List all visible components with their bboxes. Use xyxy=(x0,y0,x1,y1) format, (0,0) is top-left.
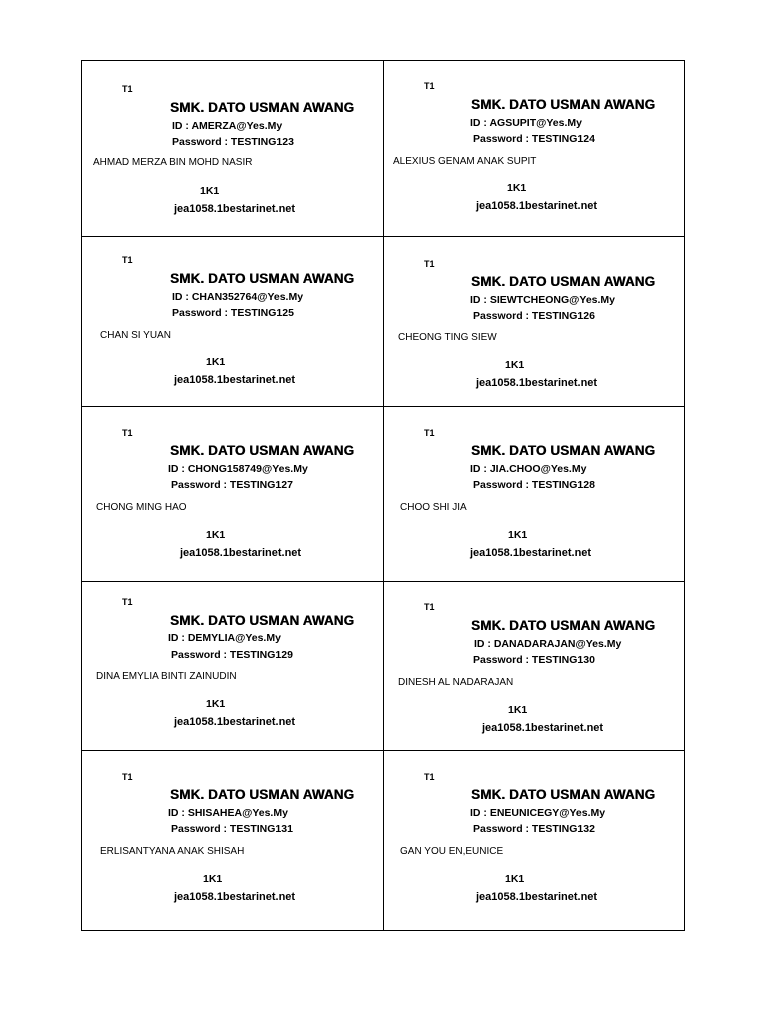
password: Password : TESTING131 xyxy=(171,823,293,835)
user-id: ID : SHISAHEA@Yes.My xyxy=(168,807,288,819)
school-name: SMK. DATO USMAN AWANG xyxy=(170,787,355,802)
school-name: SMK. DATO USMAN AWANG xyxy=(170,443,355,458)
school-name: SMK. DATO USMAN AWANG xyxy=(471,443,656,458)
password: Password : TESTING125 xyxy=(172,307,294,319)
password: Password : TESTING128 xyxy=(473,479,595,491)
login-url: jea1058.1bestarinet.net xyxy=(482,722,604,734)
school-name: SMK. DATO USMAN AWANG xyxy=(471,274,656,289)
password: Password : TESTING129 xyxy=(171,649,293,661)
school-name: SMK. DATO USMAN AWANG xyxy=(170,271,355,286)
login-url: jea1058.1bestarinet.net xyxy=(174,374,296,386)
school-name: SMK. DATO USMAN AWANG xyxy=(170,613,355,628)
term-label: T1 xyxy=(122,84,133,94)
login-card xyxy=(82,237,383,406)
user-id: ID : CHAN352764@Yes.My xyxy=(172,291,304,303)
class-label: 1K1 xyxy=(507,182,527,194)
class-label: 1K1 xyxy=(206,529,226,541)
login-card xyxy=(82,61,383,236)
student-name: CHAN SI YUAN xyxy=(100,330,171,341)
login-card xyxy=(384,237,685,406)
user-id: ID : CHONG158749@Yes.My xyxy=(168,463,308,475)
password: Password : TESTING123 xyxy=(172,136,294,148)
student-name: CHOO SHI JIA xyxy=(400,502,467,513)
class-label: 1K1 xyxy=(505,873,525,885)
login-url: jea1058.1bestarinet.net xyxy=(174,891,296,903)
password: Password : TESTING130 xyxy=(473,654,595,666)
school-name: SMK. DATO USMAN AWANG xyxy=(471,97,656,112)
term-label: T1 xyxy=(122,428,133,438)
term-label: T1 xyxy=(424,772,435,782)
password: Password : TESTING127 xyxy=(171,479,293,491)
term-label: T1 xyxy=(424,428,435,438)
login-url: jea1058.1bestarinet.net xyxy=(180,547,302,559)
login-url: jea1058.1bestarinet.net xyxy=(470,547,592,559)
login-url: jea1058.1bestarinet.net xyxy=(174,716,296,728)
school-name: SMK. DATO USMAN AWANG xyxy=(170,100,355,115)
school-name: SMK. DATO USMAN AWANG xyxy=(471,787,656,802)
class-label: 1K1 xyxy=(200,185,220,197)
term-label: T1 xyxy=(424,259,435,269)
login-card xyxy=(82,751,383,931)
student-name: ERLISANTYANA ANAK SHISAH xyxy=(100,846,245,857)
student-name: DINESH AL NADARAJAN xyxy=(398,677,514,688)
login-url: jea1058.1bestarinet.net xyxy=(476,891,598,903)
school-name: SMK. DATO USMAN AWANG xyxy=(471,618,656,633)
user-id: ID : DEMYLIA@Yes.My xyxy=(168,632,281,644)
password: Password : TESTING124 xyxy=(473,133,595,145)
student-name: GAN YOU EN,EUNICE xyxy=(400,846,504,857)
term-label: T1 xyxy=(122,597,133,607)
class-label: 1K1 xyxy=(508,529,528,541)
student-name: ALEXIUS GENAM ANAK SUPIT xyxy=(393,156,537,167)
user-id: ID : AGSUPIT@Yes.My xyxy=(470,117,582,129)
term-label: T1 xyxy=(424,81,435,91)
term-label: T1 xyxy=(122,772,133,782)
class-label: 1K1 xyxy=(508,704,528,716)
user-id: ID : DANADARAJAN@Yes.My xyxy=(474,638,622,650)
card-sheet xyxy=(81,60,685,931)
term-label: T1 xyxy=(122,255,133,265)
student-name: AHMAD MERZA BIN MOHD NASIR xyxy=(93,157,253,168)
user-id: ID : ENEUNICEGY@Yes.My xyxy=(470,807,606,819)
login-card xyxy=(82,407,383,581)
password: Password : TESTING132 xyxy=(473,823,595,835)
login-card xyxy=(82,582,383,750)
login-url: jea1058.1bestarinet.net xyxy=(174,203,296,215)
login-url: jea1058.1bestarinet.net xyxy=(476,377,598,389)
login-card xyxy=(384,751,685,931)
login-url: jea1058.1bestarinet.net xyxy=(476,200,598,212)
term-label: T1 xyxy=(424,602,435,612)
student-name: CHEONG TING SIEW xyxy=(398,332,497,343)
login-card xyxy=(384,61,685,236)
class-label: 1K1 xyxy=(206,698,226,710)
login-card xyxy=(384,407,685,581)
student-name: DINA EMYLIA BINTI ZAINUDIN xyxy=(96,671,237,682)
user-id: ID : AMERZA@Yes.My xyxy=(172,120,283,132)
class-label: 1K1 xyxy=(203,873,223,885)
login-card xyxy=(384,582,685,750)
password: Password : TESTING126 xyxy=(473,310,595,322)
user-id: ID : SIEWTCHEONG@Yes.My xyxy=(470,294,616,306)
student-name: CHONG MING HAO xyxy=(96,502,187,513)
user-id: ID : JIA.CHOO@Yes.My xyxy=(470,463,587,475)
class-label: 1K1 xyxy=(206,356,226,368)
class-label: 1K1 xyxy=(505,359,525,371)
